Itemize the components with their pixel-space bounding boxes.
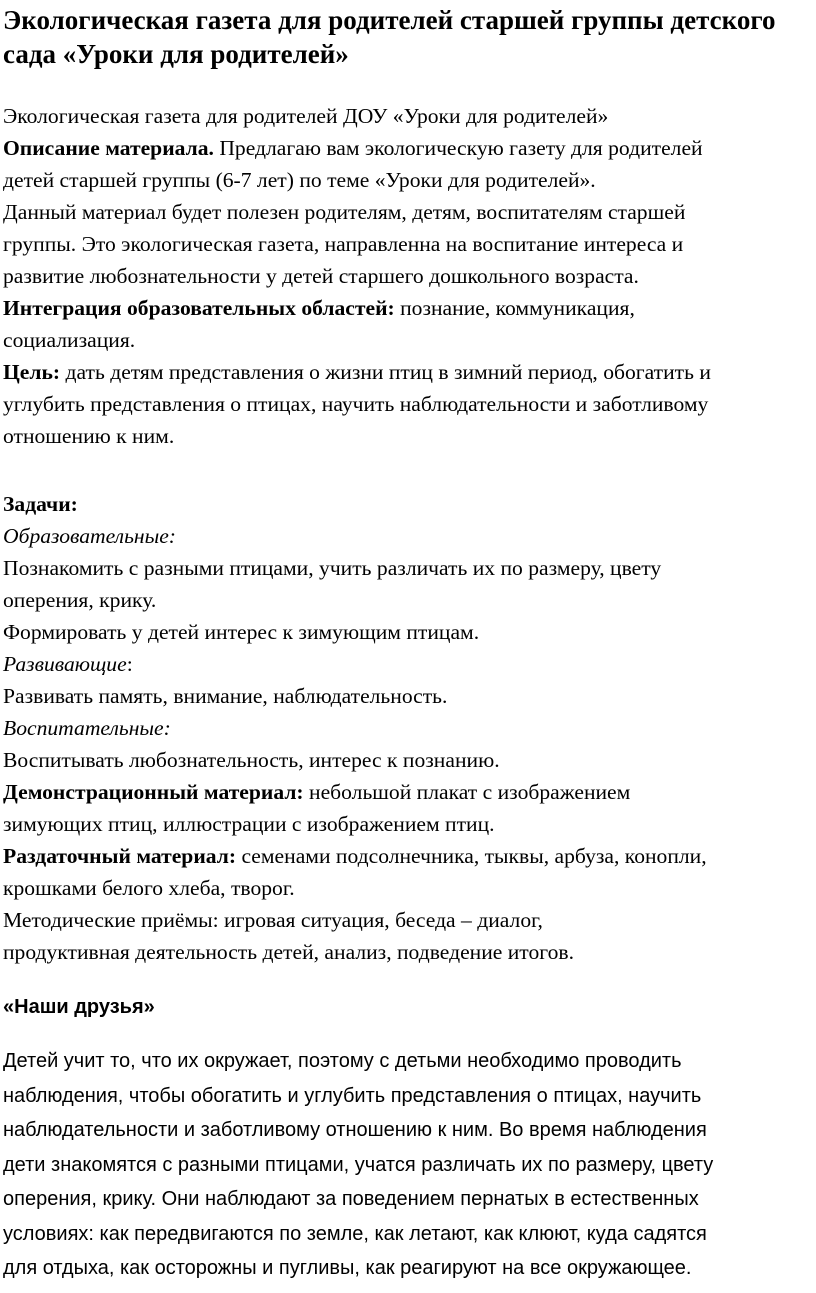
goal-paragraph bbox=[3, 356, 806, 452]
goal-text: углубить представления о птицах, научить наблюдательности и заботливому bbox=[3, 392, 709, 416]
goal-text: дать детям представления о жизни птиц в зимний период, обогатить и bbox=[60, 360, 711, 384]
task-item: оперения, крику. bbox=[3, 588, 157, 612]
task-item: Развивать память, внимание, наблюдательность. bbox=[3, 684, 448, 708]
section-text: для отдыха, как осторожны и пугливы, как реагируют на все окружающее. bbox=[3, 1257, 692, 1279]
handout-material-text: крошками белого хлеба, творог. bbox=[3, 876, 295, 900]
developing-label: Развивающие bbox=[3, 652, 127, 676]
description-text: Данный материал будет полезен родителям, детям, воспитателям старшей bbox=[3, 200, 686, 224]
educational-label: Образовательные: bbox=[3, 524, 177, 548]
document-title bbox=[3, 0, 806, 71]
section-heading: «Наши друзья» bbox=[3, 996, 155, 1018]
methods-text: продуктивная деятельность детей, анализ, подведение итогов. bbox=[3, 940, 574, 964]
integration-text: социализация. bbox=[3, 328, 136, 352]
tasks-section bbox=[3, 488, 806, 776]
handout-material-text: семенами подсолнечника, тыквы, арбуза, конопли, bbox=[236, 844, 707, 868]
demo-material-text: зимующих птиц, иллюстрации с изображением птиц. bbox=[3, 812, 495, 836]
section-text: Детей учит то, что их окружает, поэтому с детьми необходимо проводить bbox=[3, 1050, 682, 1072]
handout-material-label: Раздаточный материал: bbox=[3, 844, 237, 868]
goal-label: Цель: bbox=[3, 360, 61, 384]
goal-text: отношению к ним. bbox=[3, 424, 175, 448]
description-paragraph bbox=[3, 132, 806, 292]
section-text: дети знакомятся с разными птицами, учатся различать их по размеру, цвету bbox=[3, 1153, 714, 1176]
section-body bbox=[3, 1044, 806, 1286]
section-text: наблюдения, чтобы обогатить и углубить представления о птицах, научить bbox=[3, 1084, 702, 1107]
task-item: Познакомить с разными птицами, учить различать их по размеру, цвету bbox=[3, 556, 662, 580]
task-item: Формировать у детей интерес к зимующим птицам. bbox=[3, 620, 480, 644]
demo-material-text: небольшой плакат с изображением bbox=[303, 780, 631, 804]
description-text: группы. Это экологическая газета, направленна на воспитание интереса и bbox=[3, 232, 684, 256]
intro-block bbox=[3, 100, 806, 968]
integration-paragraph bbox=[3, 292, 806, 356]
description-text: детей старшей группы (6-7 лет) по теме «Уроки для родителей». bbox=[3, 168, 596, 192]
title-line: сада «Уроки для родителей» bbox=[3, 39, 349, 69]
title-line: Экологическая газета для родителей старшей группы детского bbox=[3, 5, 776, 35]
section-text: условиях: как передвигаются по земле, как летают, как клюют, куда садятся bbox=[3, 1222, 707, 1245]
demo-material-paragraph bbox=[3, 776, 806, 840]
upbringing-label: Воспитательные: bbox=[3, 716, 171, 740]
description-text: Предлагаю вам экологическую газету для родителей bbox=[213, 136, 703, 160]
developing-colon: : bbox=[126, 652, 133, 676]
description-label: Описание материала. bbox=[3, 136, 214, 160]
demo-material-label: Демонстрационный материал: bbox=[3, 780, 304, 804]
methods-paragraph bbox=[3, 904, 806, 968]
integration-text: познание, коммуникация, bbox=[394, 296, 635, 320]
document-subtitle: Экологическая газета для родителей ДОУ «Уроки для родителей» bbox=[3, 104, 609, 128]
description-text: развитие любознательности у детей старшего дошкольного возраста. bbox=[3, 264, 639, 288]
tasks-label: Задачи: bbox=[3, 492, 78, 516]
handout-material-paragraph bbox=[3, 840, 806, 904]
section-text: наблюдательности и заботливому отношению к ним. Во время наблюдения bbox=[3, 1119, 707, 1141]
integration-label: Интеграция образовательных областей: bbox=[3, 296, 395, 320]
section-text: оперения, крику. Они наблюдают за поведением пернатых в естественных bbox=[3, 1188, 699, 1210]
methods-text: Методические приёмы: игровая ситуация, беседа – диалог, bbox=[3, 908, 543, 932]
task-item: Воспитывать любознательность, интерес к познанию. bbox=[3, 748, 500, 772]
